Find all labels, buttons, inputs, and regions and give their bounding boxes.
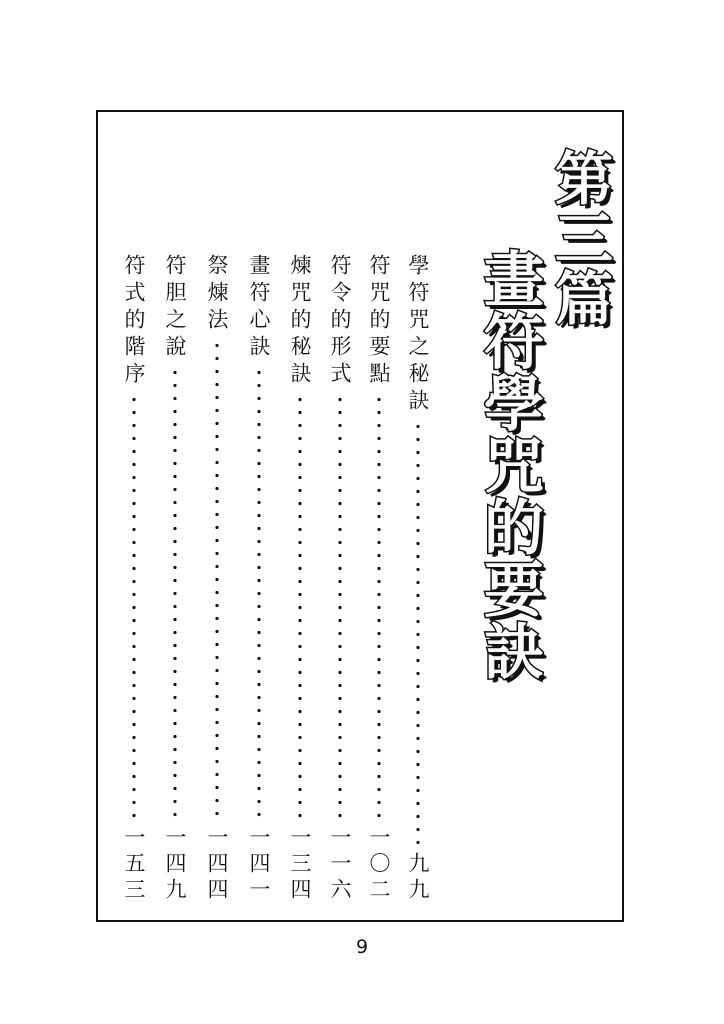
toc-entry-page: 一三四 <box>288 826 312 904</box>
toc-entry-title: 符式的階序 <box>122 254 146 389</box>
toc-entry-page: 一〇二 <box>367 826 391 904</box>
toc-leader-dots <box>173 366 177 820</box>
toc-entry[interactable] <box>244 254 274 904</box>
toc-entry-page: 九九 <box>406 852 430 904</box>
toc-entry-page: 一五三 <box>122 826 146 904</box>
toc-entry-page: 一四一 <box>247 826 271 904</box>
toc-entry-page: 一四九 <box>163 826 187 904</box>
toc-entry-page: 一一六 <box>328 826 352 904</box>
chapter-title: 畫符學咒的要訣 <box>474 248 544 682</box>
toc-entry-title: 學符咒之秘訣 <box>406 254 430 416</box>
toc-entry[interactable] <box>119 254 149 904</box>
toc-entry[interactable] <box>285 254 315 904</box>
toc-entry[interactable] <box>403 254 433 904</box>
toc-entry[interactable] <box>202 254 232 904</box>
toc-entry-title: 祭煉法 <box>205 254 229 335</box>
toc-leader-dots <box>338 393 342 820</box>
toc-entry-page: 一四四 <box>205 826 229 904</box>
toc-entry-title: 畫符心訣 <box>247 254 271 362</box>
toc-entry-title: 符胆之說 <box>163 254 187 362</box>
toc-leader-dots <box>416 420 420 846</box>
page-number: 9 <box>355 936 369 958</box>
part-title: 第三篇 <box>545 148 613 328</box>
toc-leader-dots <box>298 393 302 820</box>
toc-entry[interactable] <box>160 254 190 904</box>
toc-entry[interactable] <box>325 254 355 904</box>
toc-leader-dots <box>215 339 219 820</box>
toc-entry-title: 符咒的要點 <box>367 254 391 389</box>
toc-leader-dots <box>132 393 136 820</box>
toc-leader-dots <box>377 393 381 820</box>
toc-entry[interactable] <box>364 254 394 904</box>
toc-leader-dots <box>257 366 261 820</box>
toc-entry-title: 煉咒的秘訣 <box>288 254 312 389</box>
toc-entry-title: 符令的形式 <box>328 254 352 389</box>
